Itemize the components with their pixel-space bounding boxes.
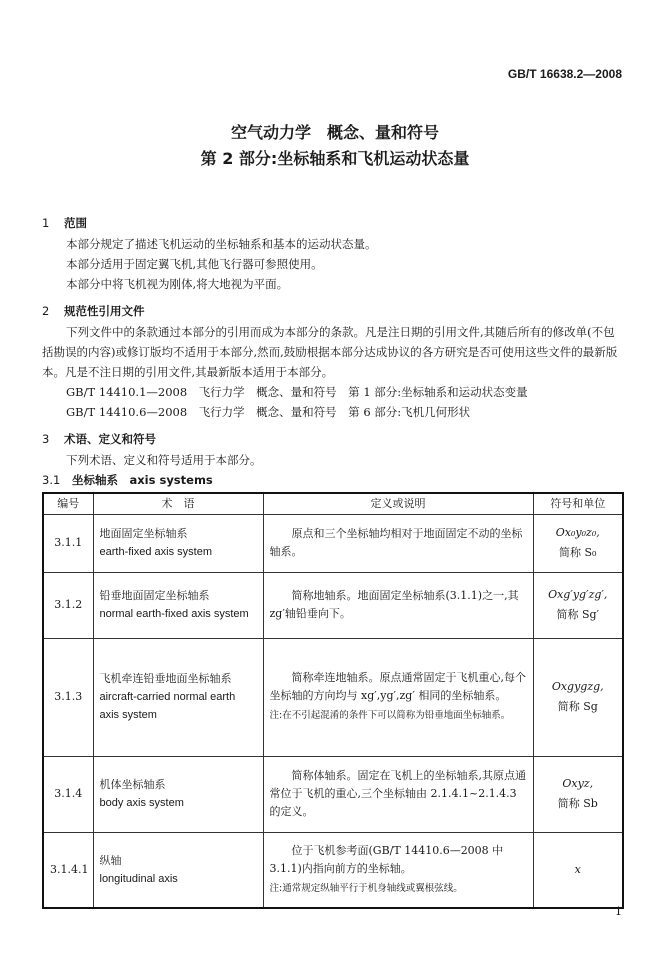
section-number: 3: [42, 432, 50, 446]
term-cell: [93, 514, 263, 572]
subsection-heading: [42, 470, 622, 490]
reference-item: GB/T 14410.1—2008 飞行力学 概念、量和符号 第 1 部分:坐标轴系和运动状态变量: [66, 385, 528, 399]
section-2-heading: [42, 300, 622, 322]
section-1-heading: [42, 212, 622, 234]
symbol: Oxgygzg,: [551, 680, 604, 694]
paragraph: 本部分中将飞机视为刚体,将大地视为平面。: [66, 277, 289, 291]
term-number: 3.1.4.1: [43, 832, 93, 908]
symbol-cell: [533, 638, 623, 756]
definition-text: 简称体轴系。固定在飞机上的坐标轴系,其原点通常位于飞机的重心,三个坐标轴由 2.1.4.1~2.1.4.3 的定义。: [269, 769, 526, 819]
symbol-label: 简称 Sb: [557, 797, 598, 811]
definition-cell: [263, 514, 533, 572]
document-body: [42, 212, 622, 909]
symbol-cell: [533, 832, 623, 908]
term-cell: [93, 756, 263, 832]
column-header: 编号: [43, 493, 93, 514]
term-en: normal earth-fixed axis system: [99, 608, 249, 621]
definition-text: 简称牵连地轴系。原点通常固定于飞机重心,每个坐标轴的方向均与 xg′,yg′,zg′ 相同的坐标轴系。: [269, 671, 526, 703]
title-line-2: 第 2 部分:坐标轴系和飞机运动状态量: [200, 149, 470, 168]
term-en: earth-fixed axis system: [99, 546, 212, 559]
definition-note: 注:通常规定纵轴平行于机身轴线或翼根弦线。: [269, 883, 463, 895]
definition-cell: [263, 832, 533, 908]
definition-cell: [263, 572, 533, 638]
term-number: 3.1.1: [43, 514, 93, 572]
paragraph: 本部分适用于固定翼飞机,其他飞行器可参照使用。: [66, 257, 323, 271]
column-header: 符号和单位: [533, 493, 623, 514]
symbol: Ox₀y₀z₀,: [555, 526, 600, 540]
table-header-row: [43, 493, 623, 514]
page-number: 1: [615, 905, 622, 918]
definition-note: 注:在不引起混淆的条件下可以简称为铅垂地面坐标轴系。: [269, 710, 511, 722]
definition-cell: [263, 638, 533, 756]
term-cell: [93, 638, 263, 756]
table-row: [43, 514, 623, 572]
document-title: [0, 120, 670, 172]
term-en: body axis system: [99, 797, 184, 810]
symbol: x: [574, 863, 581, 877]
term-number: 3.1.4: [43, 756, 93, 832]
table-row: [43, 638, 623, 756]
definition-text: 简称地轴系。地面固定坐标轴系(3.1.1)之一,其 zg′轴铅垂向下。: [269, 589, 519, 621]
paragraph: 下列术语、定义和符号适用于本部分。: [66, 453, 262, 467]
column-header: 定义或说明: [263, 493, 533, 514]
paragraph: 下列文件中的条款通过本部分的引用而成为本部分的条款。凡是注日期的引用文件,其随后所有的修改单(不包括勘误的内容)或修订版均不适用于本部分,然而,鼓励根据本部分达成协议的各方研究是否可使用这些文件的最新版本。凡是不注日期的引用文件,其最新版本适用于本部分。: [42, 325, 618, 379]
definition-cell: [263, 756, 533, 832]
term-en: longitudinal axis: [99, 873, 178, 886]
reference-item: GB/T 14410.6—2008 飞行力学 概念、量和符号 第 6 部分:飞机几何形状: [66, 405, 471, 419]
title-line-1: 空气动力学 概念、量和符号: [230, 123, 439, 142]
table-row: [43, 756, 623, 832]
section-3-heading: [42, 428, 622, 450]
standard-number: GB/T 16638.2—2008: [507, 67, 622, 81]
term-zh: 纵轴: [99, 854, 122, 868]
symbol-cell: [533, 514, 623, 572]
definition-text: 原点和三个坐标轴均相对于地面固定不动的坐标轴系。: [269, 527, 523, 559]
term-number: 3.1.3: [43, 638, 93, 756]
term-zh: 飞机牵连铅垂地面坐标轴系: [99, 672, 232, 686]
subsection-title: 坐标轴系 axis systems: [72, 473, 213, 487]
symbol-cell: [533, 756, 623, 832]
term-number: 3.1.2: [43, 572, 93, 638]
term-zh: 地面固定坐标轴系: [99, 527, 188, 541]
symbol-label: 简称 S₀: [559, 546, 597, 560]
subsection-number: 3.1: [42, 473, 61, 487]
symbol-cell: [533, 572, 623, 638]
term-cell: [93, 832, 263, 908]
section-title: 范围: [64, 216, 87, 230]
terms-table: [42, 492, 624, 909]
symbol-label: 简称 Sg′: [556, 608, 600, 622]
column-header: 术 语: [93, 493, 263, 514]
term-cell: [93, 572, 263, 638]
table-row: [43, 832, 623, 908]
section-number: 1: [42, 216, 50, 230]
term-en: aircraft-carried normal earth axis system: [99, 691, 236, 722]
table-row: [43, 572, 623, 638]
definition-text: 位于飞机参考面(GB/T 14410.6—2008 中 3.1.1)内指向前方的坐标轴。: [269, 844, 504, 876]
section-title: 术语、定义和符号: [64, 432, 156, 446]
section-number: 2: [42, 304, 50, 318]
term-zh: 机体坐标轴系: [99, 778, 166, 792]
paragraph: 本部分规定了描述飞机运动的坐标轴系和基本的运动状态量。: [66, 237, 377, 251]
symbol: Oxyz,: [562, 777, 594, 791]
symbol-label: 简称 Sg: [557, 700, 598, 714]
section-title: 规范性引用文件: [64, 304, 145, 318]
symbol: Oxg′yg′zg′,: [548, 588, 608, 602]
term-zh: 铅垂地面固定坐标轴系: [99, 589, 210, 603]
